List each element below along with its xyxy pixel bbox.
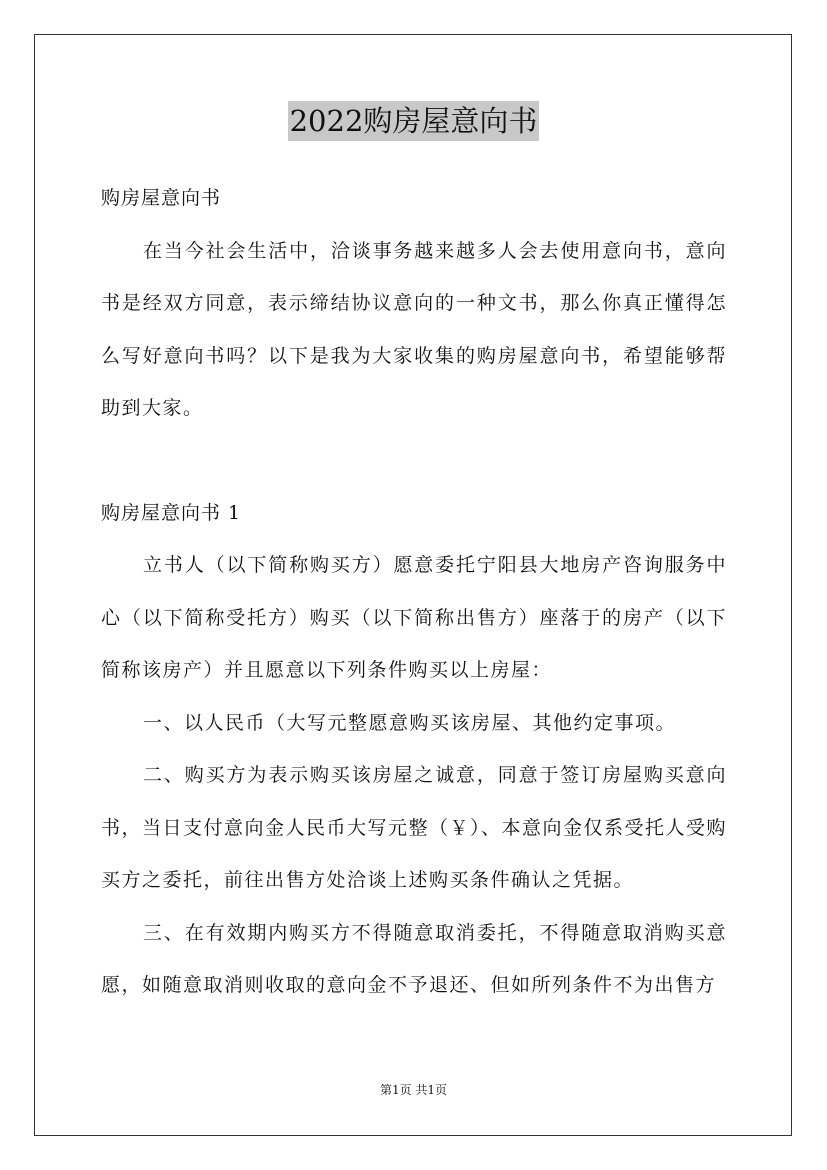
document-subtitle: 购房屋意向书	[101, 187, 222, 209]
body-paragraph: 立书人（以下简称购买方）愿意委托宁阳县大地房产咨询服务中心（以下简称受托方）购买（以下简称出售方）座落于的房产（以下简称该房产）并且愿意以下列条件购买以上房屋：	[101, 554, 727, 681]
title-container	[0, 101, 827, 141]
intro-paragraph: 在当今社会生活中，洽谈事务越来越多人会去使用意向书，意向书是经双方同意，表示缔结协议意向的一种文书，那么你真正懂得怎么写好意向书吗？以下是我为大家收集的购房屋意向书，希望能够帮助到大家。	[101, 239, 727, 419]
paragraph-gap	[101, 435, 727, 487]
body-paragraph: 一、以人民币（大写元整愿意购买该房屋、其他约定事项。	[143, 711, 677, 734]
body-paragraph: 二、购买方为表示购买该房屋之诚意，同意于签订房屋购买意向书，当日支付意向金人民币大写元整（￥）、本意向金仅系受托人受购买方之委托，前往出售方处洽谈上述购买条件确认之凭据。	[101, 764, 728, 891]
body-paragraph: 三、在有效期内购买方不得随意取消委托，不得随意取消购买意愿，如随意取消则收取的意向金不予退还、但如所列条件不为出售方	[101, 921, 727, 996]
section-heading: 购房屋意向书 1	[101, 501, 242, 524]
page-number: 第1页 共1页	[379, 1083, 448, 1097]
document-title: 2022购房屋意向书	[288, 101, 540, 141]
page-footer	[0, 1082, 827, 1098]
document-body	[101, 172, 727, 1012]
